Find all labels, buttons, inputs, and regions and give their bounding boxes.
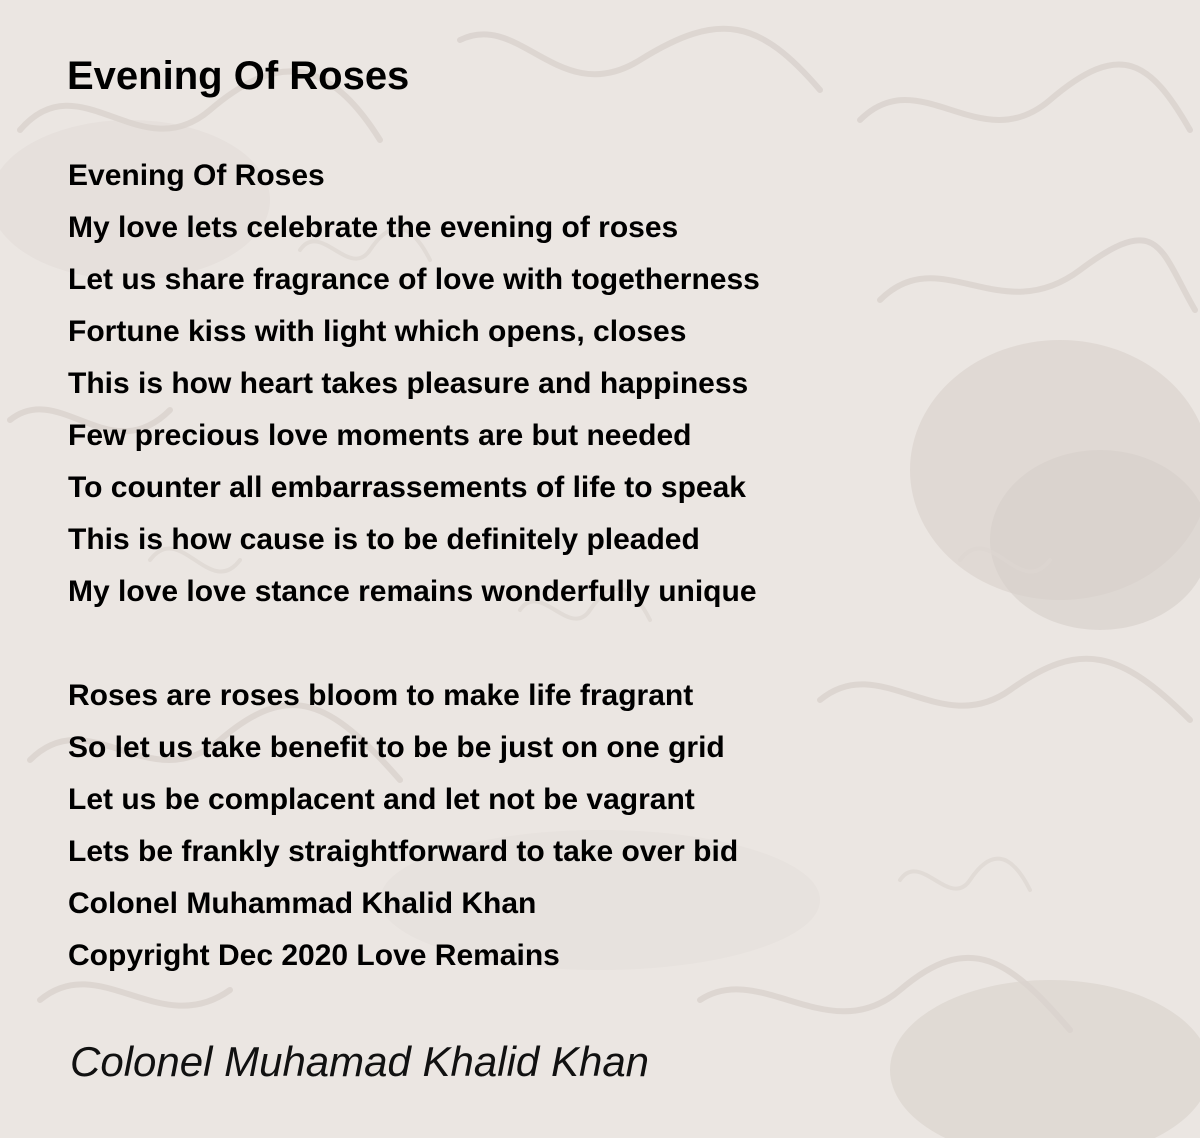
author-signature: Colonel Muhamad Khalid Khan — [70, 1038, 650, 1085]
poem-line: Fortune kiss with light which opens, closes — [68, 315, 687, 348]
poem-line: Lets be frankly straightforward to take over bid — [68, 835, 739, 868]
poem-line: This is how cause is to be definitely pleaded — [68, 523, 700, 556]
poem-line: Let us be complacent and let not be vagrant — [68, 783, 695, 816]
page-title: Evening Of Roses — [67, 54, 410, 98]
poem-stanza-2 — [68, 670, 738, 982]
poem-line: To counter all embarrassements of life to speak — [68, 471, 746, 504]
poem-line: My love love stance remains wonderfully unique — [68, 575, 757, 608]
poem-line: Few precious love moments are but needed — [68, 419, 692, 452]
copyright-line: Copyright Dec 2020 Love Remains — [68, 939, 560, 972]
poem-line: My love lets celebrate the evening of roses — [68, 211, 679, 244]
poem-line: This is how heart takes pleasure and happiness — [68, 367, 749, 400]
poem-line: Evening Of Roses — [68, 159, 325, 192]
poem-line: So let us take benefit to be be just on one grid — [68, 731, 725, 764]
poem-line: Roses are roses bloom to make life fragrant — [68, 679, 694, 712]
author-line: Colonel Muhammad Khalid Khan — [68, 887, 537, 920]
poem-stanza-1 — [68, 150, 760, 618]
poem-line: Let us share fragrance of love with togetherness — [68, 263, 760, 296]
